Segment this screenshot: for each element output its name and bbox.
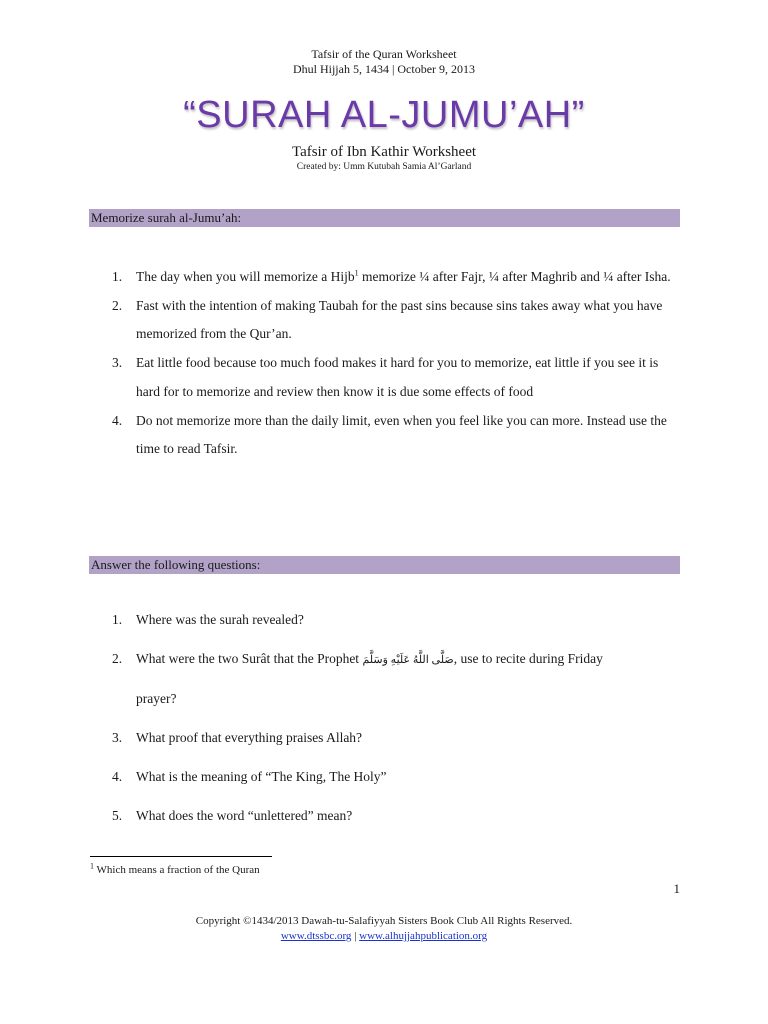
question-text-continued: prayer? bbox=[136, 691, 177, 706]
header-line-2: Dhul Hijjah 5, 1434 | October 9, 2013 bbox=[292, 62, 476, 76]
footnote-divider bbox=[90, 856, 272, 857]
question-text: Where was the surah revealed? bbox=[136, 612, 304, 627]
footnote-text: Which means a fraction of the Quran bbox=[94, 864, 260, 876]
question-item bbox=[0, 610, 681, 630]
questions-list bbox=[0, 610, 681, 845]
footer-links bbox=[0, 929, 768, 943]
question-number: 1. bbox=[112, 612, 123, 627]
list-item-text: Fast with the intention of making Taubah for the past sins because sins takes away what you have memorized from the Qur’an. bbox=[136, 297, 663, 342]
footnote-mark: 1 bbox=[90, 861, 94, 871]
footnote bbox=[90, 861, 260, 877]
salutation-calligraphy: صَلَّى اللَّهُ عَلَيْهِ وَسَلَّمَ bbox=[362, 654, 454, 666]
question-item bbox=[0, 806, 681, 826]
memorize-list bbox=[0, 263, 681, 464]
list-item-text: Eat little food because too much food makes it hard for you to memorize, eat little if you see it is hard for to memorize and review then know it is due some effects of food bbox=[136, 355, 659, 399]
list-item bbox=[0, 292, 681, 349]
page-subtitle: Tafsir of Ibn Kathir Worksheet bbox=[291, 144, 477, 160]
creator-credit: Created by: Umm Kutubah Samia Al’Garland bbox=[296, 162, 472, 172]
list-number: 4. bbox=[112, 412, 123, 428]
website-link-dtssbc[interactable]: www.dtssbc.org bbox=[280, 930, 352, 942]
list-number: 1. bbox=[112, 269, 123, 284]
question-number: 2. bbox=[112, 651, 123, 666]
page-title: “SURAH AL-JUMU’AH” bbox=[183, 94, 585, 136]
header-line-1: Tafsir of the Quran Worksheet bbox=[311, 47, 457, 61]
list-item bbox=[0, 407, 681, 464]
list-item-text: memorize ¼ after Fajr, ¼ after Maghrib and ¼ after Isha. bbox=[358, 269, 671, 284]
list-item-text: The day when you will memorize a Hijb bbox=[136, 269, 355, 284]
copyright-notice: Copyright ©1434/2013 Dawah-tu-Salafiyyah Sisters Book Club All Rights Reserved. bbox=[195, 915, 573, 927]
question-item bbox=[0, 649, 681, 709]
question-number: 4. bbox=[112, 769, 123, 784]
question-item bbox=[0, 728, 681, 748]
list-number: 3. bbox=[112, 355, 123, 371]
question-text: What proof that everything praises Allah? bbox=[136, 730, 363, 745]
question-text-line bbox=[136, 649, 681, 689]
website-link-alhujjah[interactable]: www.alhujjahpublication.org bbox=[359, 930, 488, 942]
question-number: 5. bbox=[112, 808, 123, 823]
footnote-reference[interactable]: 1 bbox=[354, 268, 359, 278]
question-text: , use to recite during Friday bbox=[453, 651, 603, 666]
list-item bbox=[0, 263, 681, 292]
question-text: What were the two Surât that the Prophet bbox=[136, 651, 363, 666]
link-separator: | bbox=[351, 930, 360, 942]
section-heading-memorize: Memorize surah al-Jumu’ah: bbox=[89, 209, 680, 227]
list-item-text: Do not memorize more than the daily limit, even when you feel like you can more. Instead use the time to read Tafsir. bbox=[136, 412, 667, 457]
page-number: 1 bbox=[673, 881, 680, 896]
question-text: What does the word “unlettered” mean? bbox=[136, 808, 353, 823]
question-item bbox=[0, 767, 681, 787]
section-heading-questions: Answer the following questions: bbox=[89, 556, 680, 574]
question-text: What is the meaning of “The King, The Holy” bbox=[136, 769, 387, 784]
list-item bbox=[0, 349, 681, 406]
question-number: 3. bbox=[112, 730, 123, 745]
list-number: 2. bbox=[112, 297, 123, 313]
